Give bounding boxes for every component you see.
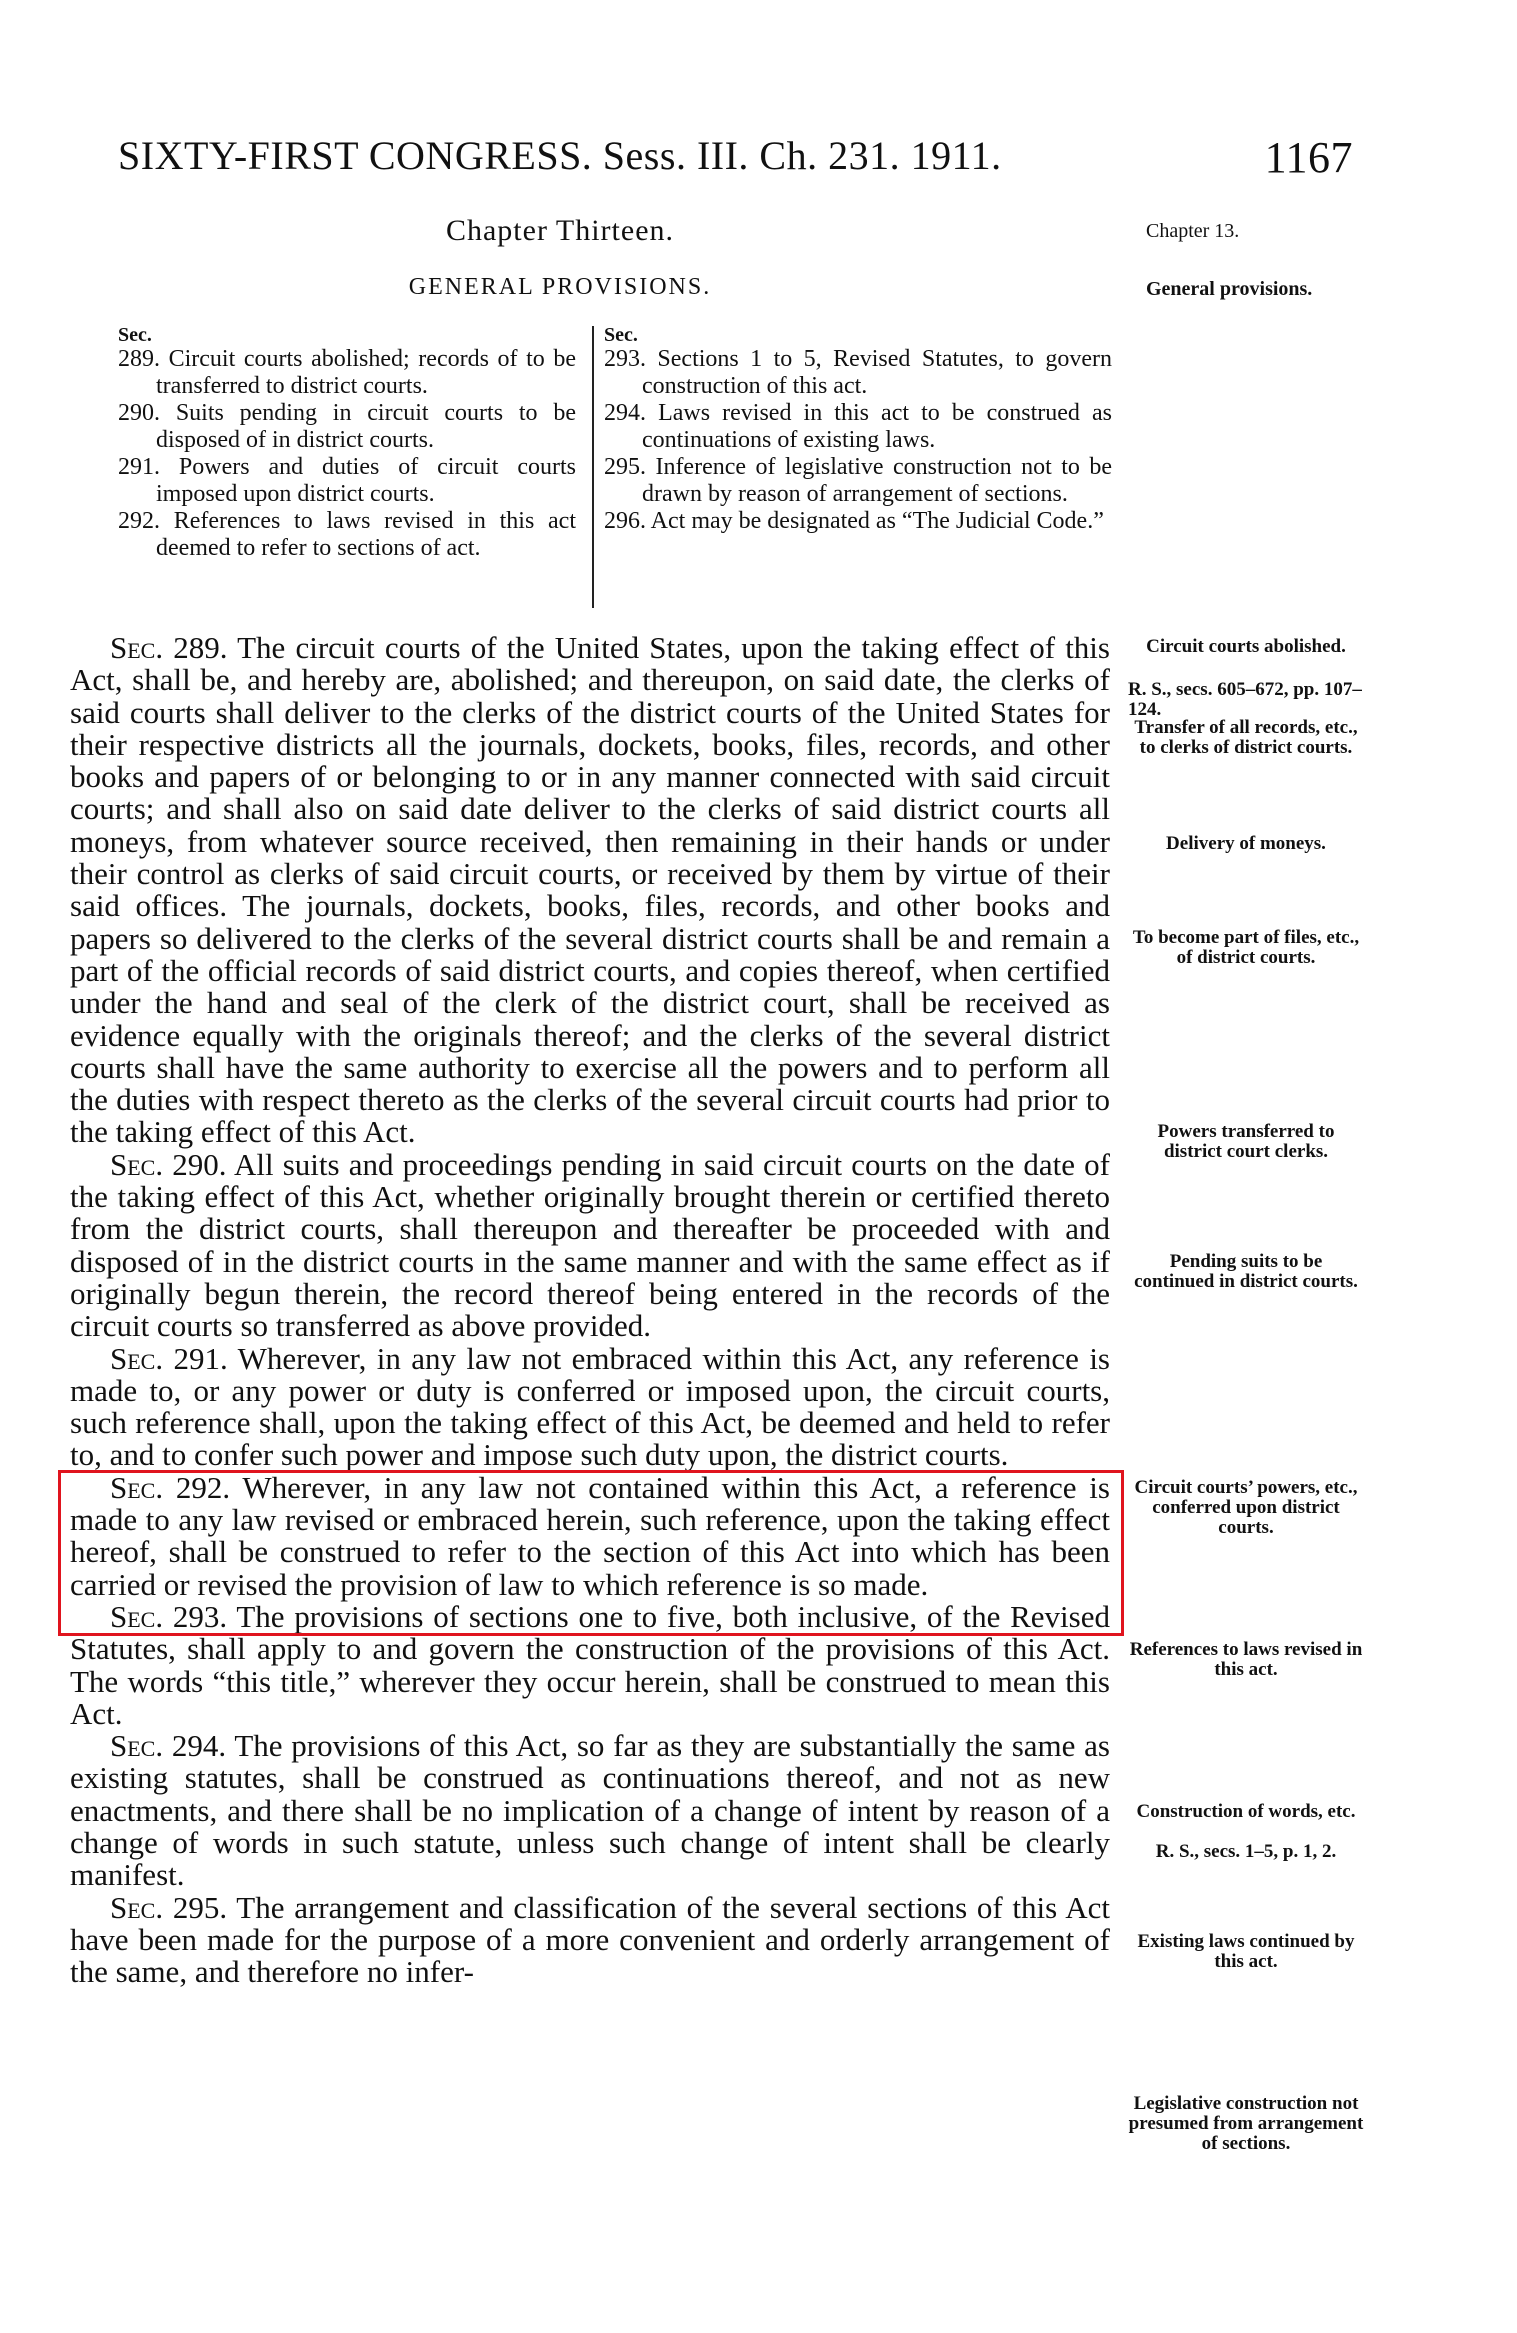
toc-entry: 294. Laws revised in this act to be construed as continuations of existing laws. (604, 400, 1112, 453)
section-text: Wherever, in any law not embraced within this Act, any reference is made to, or any power or duty is conferred or imposed upon, the circuit courts, such reference shall, upon the taking effect of this Act, be deemed and held to refer to, and to confer such power and impose such duty upon, the district courts. (70, 1340, 1110, 1473)
toc-entry: 289. Circuit courts abolished; records of to be transferred to district courts. (118, 346, 576, 399)
margin-note: Legislative construction not presumed from arrangement of sections. (1128, 2093, 1364, 2154)
section-294 (70, 1730, 1110, 1891)
section-289 (70, 632, 1110, 1149)
section-label: Sec. 291. (110, 1340, 228, 1376)
section-label: Sec. 290. (110, 1146, 227, 1182)
chapter-margin-label: Chapter 13. (1146, 220, 1240, 242)
chapter-subtitle-margin: General provisions. (1146, 278, 1313, 300)
toc-entry: 292. References to laws revised in this act deemed to refer to sections of act. (118, 508, 576, 561)
section-label: Sec. 293. (110, 1598, 228, 1634)
statute-body (70, 632, 1110, 1988)
toc-sec-heading: Sec. (118, 324, 152, 346)
margin-note: Existing laws continued by this act. (1137, 1931, 1355, 1972)
section-label: Sec. 289. (110, 630, 228, 665)
toc-entry: 295. Inference of legislative construction not to be drawn by reason of arrangement of sections. (604, 454, 1112, 507)
section-295 (70, 1889, 1110, 1990)
section-label: Sec. 294. (110, 1728, 227, 1764)
toc-divider (592, 326, 594, 608)
toc-column-left (118, 322, 576, 562)
chapter-subtitle: GENERAL PROVISIONS. (408, 274, 712, 300)
page-number: 1167 (1264, 133, 1353, 182)
section-text: The circuit courts of the United States, upon the taking effect of this Act, shall be, and hereby are, abolished; and thereupon, on said date, the clerks of said courts shall deliver to the clerks of the district courts of the United States for their respective districts all the journals, dockets, books, files, records, and other books and papers of or belonging to or in any manner connected with said circuit courts; and shall also on said date deliver to the clerks of said district courts all moneys, from whatever source received, then remaining in their hands or under their control as clerks of said circuit courts, or received by them by virtue of their said offices. The journals, dockets, books, files, records, and other books and papers so delivered to the clerks of the several district courts shall be and remain a part of the official records of said district courts, and copies thereof, when certified under the hand and seal of the clerk of the district court, shall be received as evidence equally with the originals thereof; and the clerks of the several district courts shall have the same authority to exercise all the powers and to perform all the duties with respect thereto as the clerks of the several circuit courts had prior to the taking effect of this Act. (70, 630, 1110, 1150)
toc-sec-heading: Sec. (604, 324, 638, 346)
margin-note: References to laws revised in this act. (1129, 1639, 1363, 1680)
section-text: The provisions of sections one to five, both inclusive, of the Revised Statutes, shall apply to and govern the construction of the provisions of this Act. The words “this title,” wherever they occur herein, shall be construed to mean this Act. (70, 1598, 1110, 1731)
margin-note: R. S., secs. 1–5, p. 1, 2. (1155, 1841, 1337, 1862)
section-label: Sec. 292. (110, 1469, 231, 1505)
running-title: SIXTY-FIRST CONGRESS. Sess. III. Ch. 231. 1911. (118, 133, 1002, 178)
margin-note: Pending suits to be continued in district courts. (1134, 1251, 1358, 1292)
section-text: Wherever, in any law not contained within this Act, a reference is made to any law revised or embraced herein, such reference, upon the taking effect hereof, shall be construed to refer to the section of this Act into which has been carried or revised the provision of law to which reference is so made. (70, 1469, 1110, 1602)
margin-note: Powers transferred to district court clerks. (1157, 1121, 1335, 1162)
toc-column-right (604, 322, 1112, 535)
section-text: The arrangement and classification of the several sections of this Act have been made for the purpose of a more convenient and orderly arrangement of the same, and therefore no infer- (70, 1889, 1110, 1990)
chapter-title: Chapter Thirteen. (445, 214, 675, 247)
margin-note: Delivery of moneys. (1166, 833, 1326, 854)
toc-entry: 296. Act may be designated as “The Judicial Code.” (604, 508, 1104, 534)
margin-note: Transfer of all records, etc., to clerks of district courts. (1134, 717, 1358, 758)
margin-note: Circuit courts abolished. (1146, 636, 1346, 657)
highlight-box (58, 1470, 1124, 1636)
margin-note: Construction of words, etc. (1136, 1801, 1356, 1822)
section-label: Sec. 295. (110, 1889, 228, 1925)
section-text: The provisions of this Act, so far as they are substantially the same as existing statutes, shall be construed as continuations thereof, and not as new enactments, and there shall be no implication of a change of intent by reason of a change of words in such statute, unless such change of intent shall be clearly manifest. (70, 1728, 1110, 1893)
margin-note: R. S., secs. 605–672, pp. 107–124. (1128, 679, 1362, 720)
toc-entry: 293. Sections 1 to 5, Revised Statutes, to govern construction of this act. (604, 346, 1112, 399)
section-291 (70, 1340, 1110, 1473)
toc-entry: 290. Suits pending in circuit courts to be disposed of in district courts. (118, 400, 576, 453)
margin-note: Circuit courts’ powers, etc., conferred upon district courts. (1134, 1477, 1358, 1538)
running-head (118, 132, 1353, 182)
section-290 (70, 1146, 1110, 1344)
margin-note: To become part of files, etc., of district courts. (1132, 927, 1360, 968)
toc-entry: 291. Powers and duties of circuit courts imposed upon district courts. (118, 454, 576, 507)
section-text: All suits and proceedings pending in said circuit courts on the date of the taking effect of this Act, whether originally brought therein or certified thereto from the district courts, shall thereupon and thereafter be proceeded with and disposed of in the district courts in the same manner and with the same effect as if originally begun therein, the record thereof being entered in the records of the circuit courts so transferred as above provided. (70, 1146, 1110, 1344)
